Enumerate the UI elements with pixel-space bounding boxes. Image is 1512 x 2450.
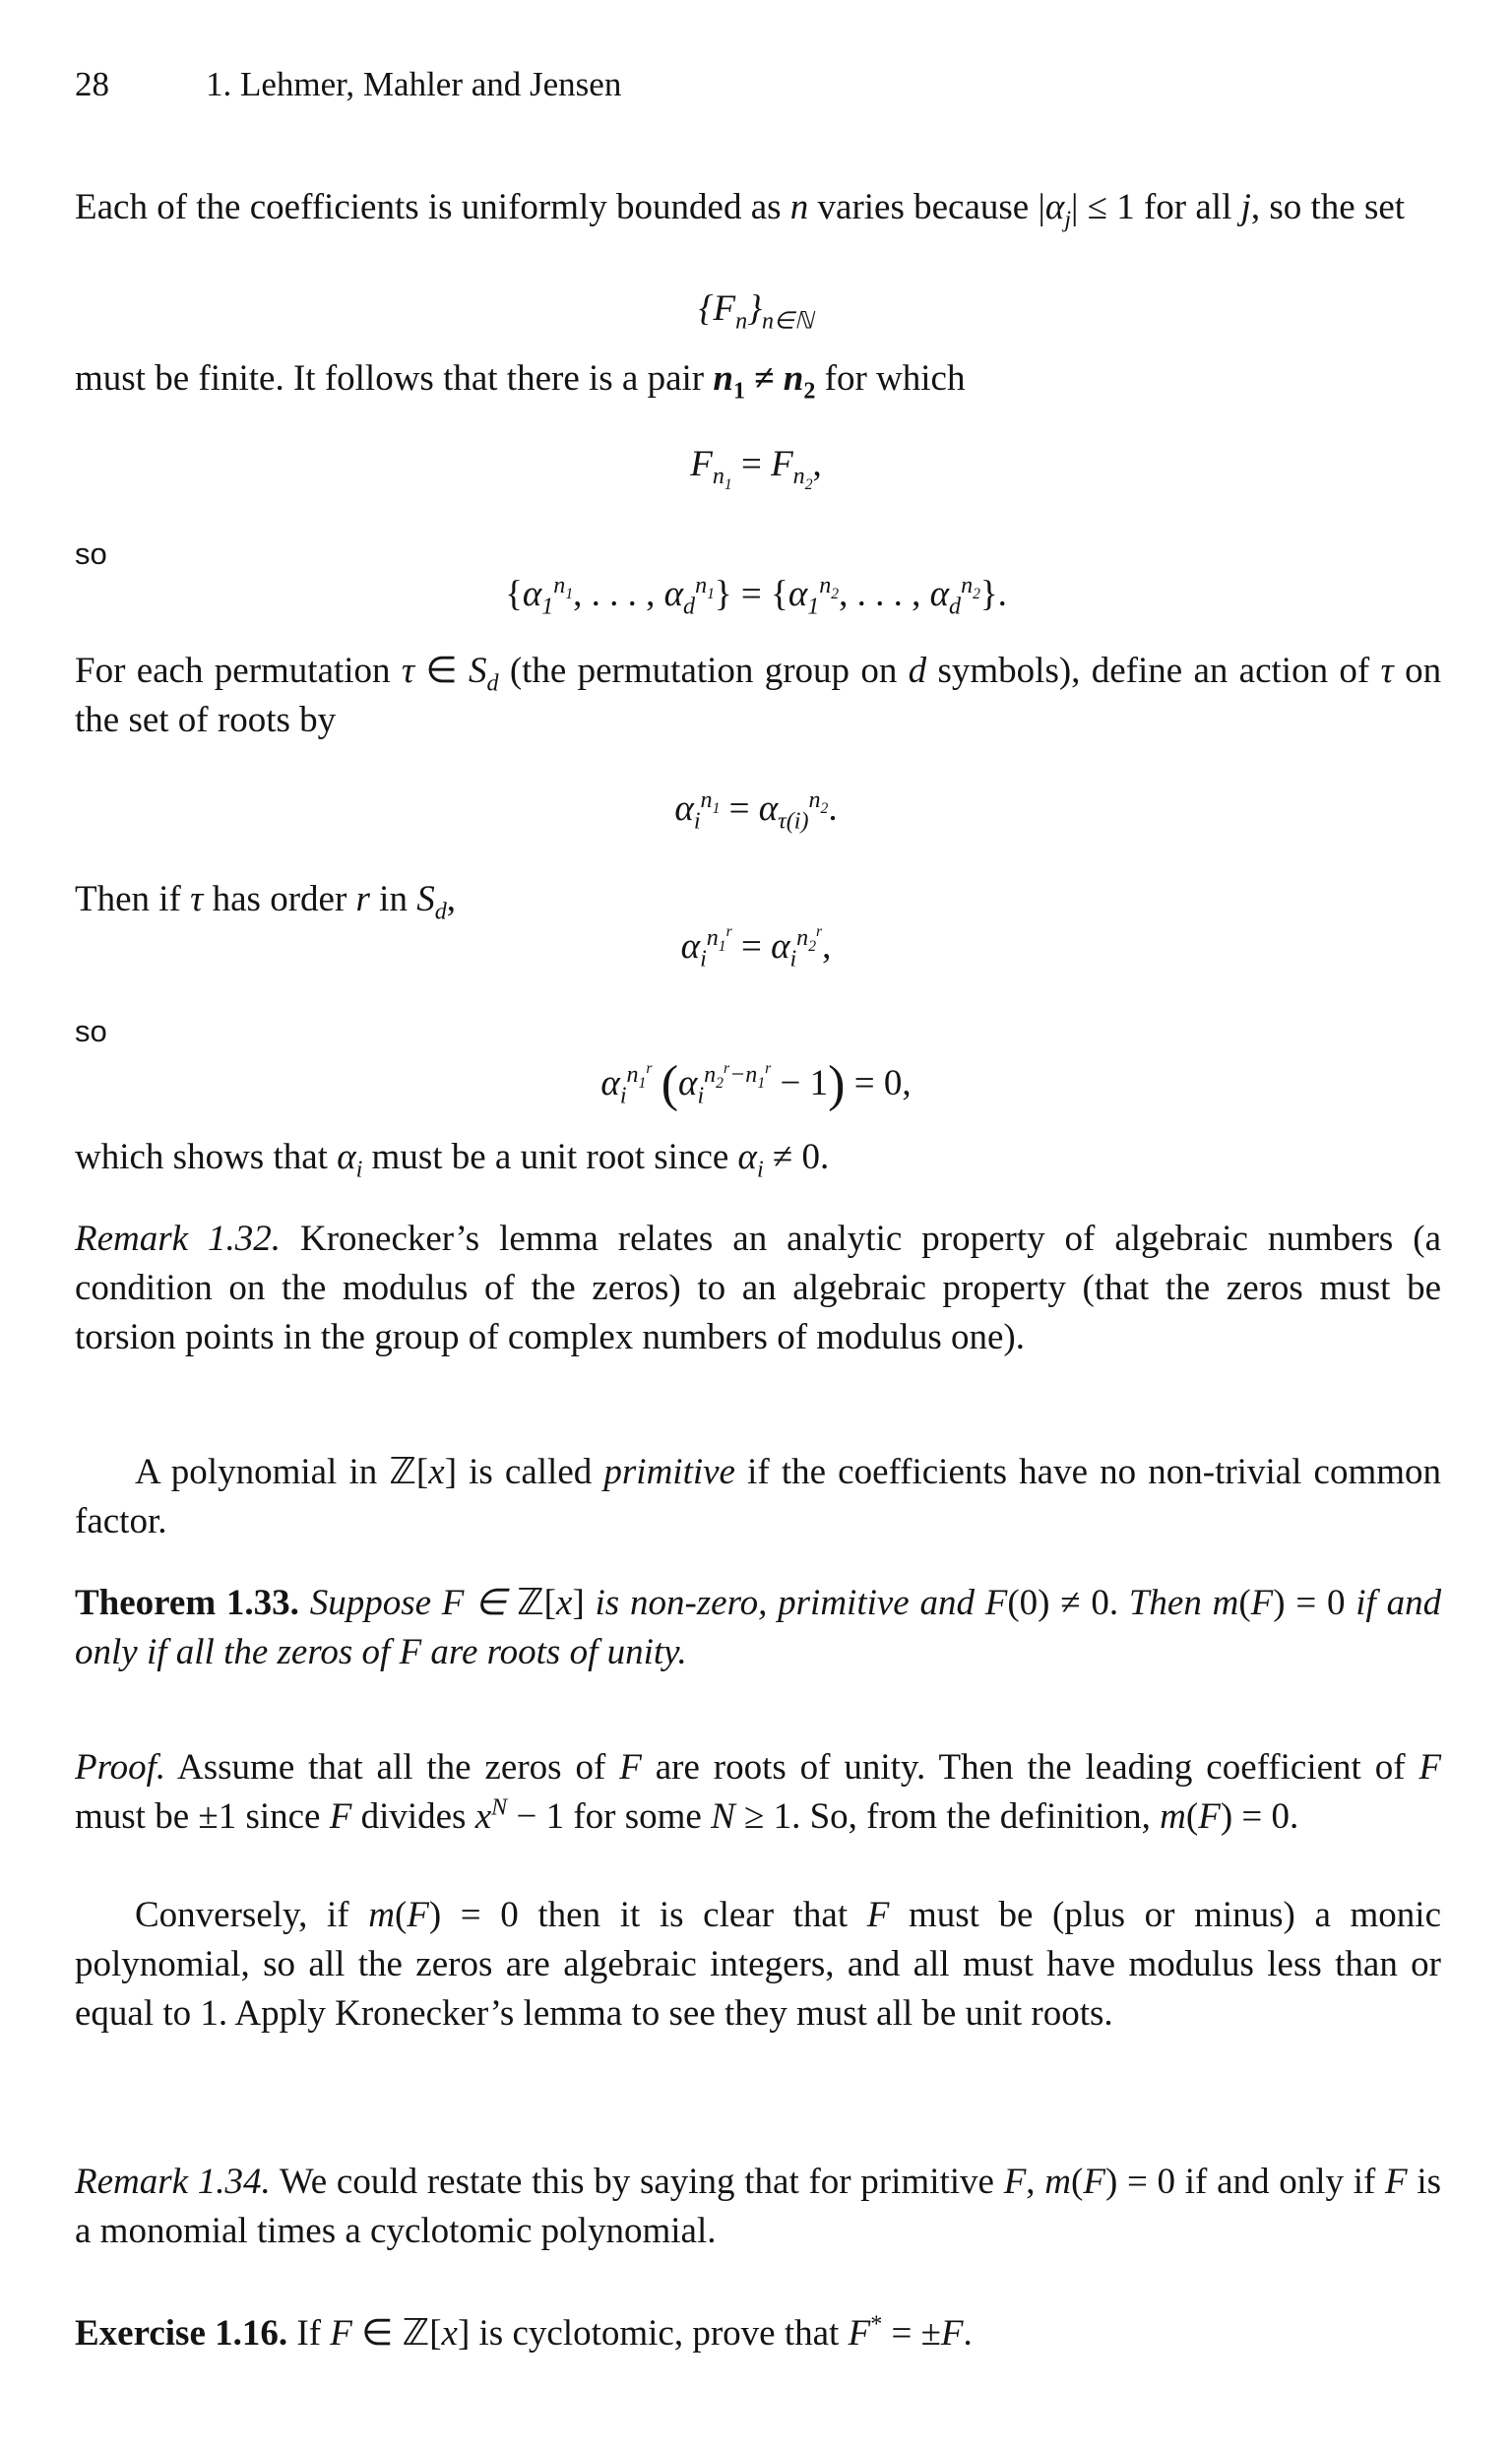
label-so-1: so [75,536,107,571]
paragraph-coefficients-bounded: Each of the coefficients is uniformly bounded as n varies because $|\alpha_j| \le 1$ for all j, so the set [75,187,1406,233]
proof-paragraph-2: Conversely, if m(F) = 0 then it is clear that F must be (plus or minus) a monic polynomial, so all the zeros are algebraic integers, and all must have modulus less than or equal to 1. Apply Kronecker’s lemma to see they must all be unit roots. [75,1895,1441,2034]
equation-set-fn: $\{F_n\}_{n\in ℕ}$ [698,288,814,335]
paragraph-unit-root-conclusion: which shows that $\alpha_i$ must be a unit root since $\alpha_i \ne 0$. [75,1137,830,1183]
paragraph-order-r: Then if τ has order r in $S_d$, [75,879,456,925]
running-header [75,65,621,104]
running-title: 1. Lehmer, Mahler and Jensen [206,65,622,103]
theorem-1-33: Theorem 1.33. Suppose F ∈ ℤ[x] is non-zero, primitive and F(0) ≠ 0. Then m(F) = 0 if and only if all the zeros of F are roots of unity. [75,1583,1442,1672]
proof-paragraph-1: Proof. Assume that all the zeros of F are roots of unity. Then the leading coefficient of F must be ±1 since F divides $x^N - 1$ for some N ≥ 1. So, from the definition, m(F) = 0. [75,1747,1442,1837]
paragraph-primitive-definition: A polynomial in ℤ[x] is called primitive if the coefficients have no non-trivial common factor. [75,1452,1442,1541]
remark-1-34-label: Remark 1.34. [75,2162,271,2202]
equation-unit-root: $\alpha_i^{n_1^r}$ $(\alpha_i^{n_2^r-n_1^r} - 1) = 0$, [600,1056,912,1112]
label-so-2: so [75,1014,107,1048]
theorem-1-33-label: Theorem 1.33. [75,1583,299,1623]
equation-power-r: $\alpha_i^{n_1^r} = \alpha_i^{n_2^r}$, [680,922,832,973]
remark-1-32: Remark 1.32. Kronecker’s lemma relates an analytic property of algebraic numbers (a condition on the modulus of the zeros) to an algebraic property (that the zeros must be torsion points in the group of complex numbers of modulus one). [75,1219,1441,1357]
remark-1-32-label: Remark 1.32. [75,1219,282,1259]
proof-label: Proof. [75,1747,166,1788]
paragraph-pair-n1-n2: must be finite. It follows that there is a pair $n_1 \ne n_2$ for which [75,358,966,405]
equation-fn1-equals-fn2: $F_{n_1} = F_{n_2}$, [690,444,822,494]
equation-root-sets-equal: {$\alpha_1^{n_1}$, . . . , $\alpha_d^{n_1}\} = \{\alpha_1^{n_2}$, . . . , $\alpha_d^{n_2}$}. [505,572,1007,620]
remark-1-34: Remark 1.34. We could restate this by saying that for primitive F, m(F) = 0 if and only if F is a monomial times a cyclotomic polynomial. [75,2162,1442,2251]
page-number: 28 [75,65,109,103]
equation-permutation-action: $\alpha_i^{n_1} = \alpha_{\tau(i)}^{n_2}$. [674,786,838,835]
exercise-1-16-label: Exercise 1.16. [75,2313,288,2354]
paragraph-permutation-action: For each permutation τ ∈ $S_d$ (the permutation group on d symbols), define an action of τ on the set of roots by [75,651,1442,740]
exercise-1-16: Exercise 1.16. If F ∈ ℤ[x] is cyclotomic, prove that F* = ±F. [75,2311,973,2354]
